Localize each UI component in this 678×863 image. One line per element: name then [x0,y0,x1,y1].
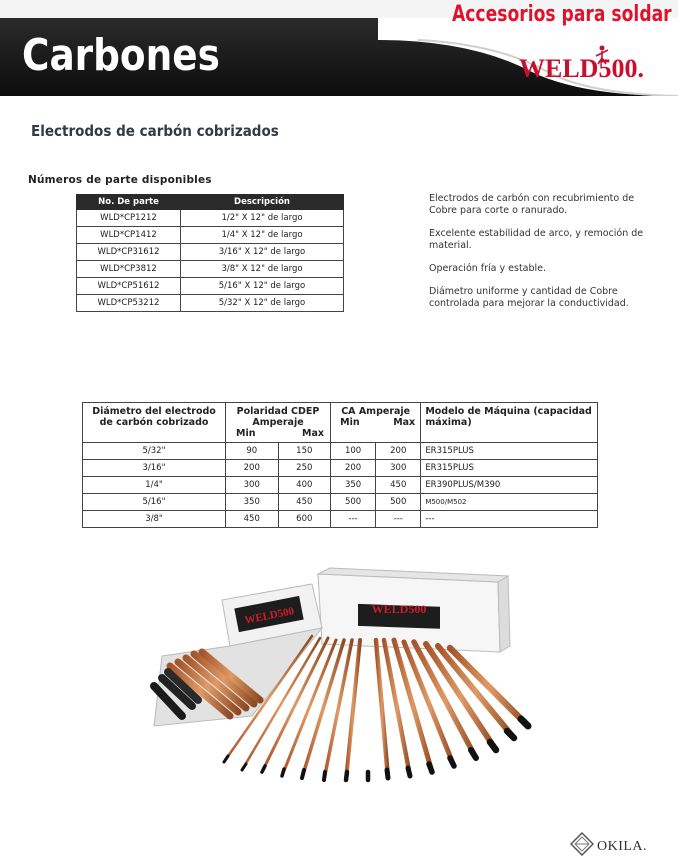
part-number: WLD*CP31612 [77,244,181,261]
spec-table [82,402,598,528]
okila-brand-text: OKILA. [597,839,648,854]
ca-label: CA Amperaje [341,406,411,417]
part-number: WLD*CP3812 [77,261,181,278]
spec-header-row [83,403,598,443]
table-row [77,261,344,278]
diameter-cell: 3/16" [83,460,226,477]
col-header-description: Descripción [181,195,344,210]
part-description: 3/16" X 12" de largo [181,244,344,261]
part-description: 5/16" X 12" de largo [181,278,344,295]
ca-min-cell: 200 [331,460,376,477]
okila-emblem-icon [570,832,594,856]
part-description: 5/32" X 12" de largo [181,295,344,312]
col-header-cdep [226,403,331,443]
parts-table [76,194,344,312]
section-subtitle: Electrodos de carbón cobrizados [31,122,279,140]
category-label: Accesorios para soldar [452,2,672,27]
cdep-min-cell: 350 [226,494,279,511]
product-photo [132,566,544,792]
table-row [77,227,344,244]
welder-figure-icon [591,44,613,66]
description-paragraph: Electrodos de carbón con recubrimiento de Cobre para corte o ranurado. [429,193,635,216]
ca-max-label: Max [393,417,416,428]
part-number: WLD*CP1412 [77,227,181,244]
table-row [77,295,344,312]
cdep-min-cell: 300 [226,477,279,494]
description-paragraph: Excelente estabilidad de arco, y remoción de material. [429,228,644,251]
table-row [83,477,598,494]
box-logo-text: WELD500 [371,602,427,616]
diameter-cell: 3/8" [83,511,226,528]
col-header-diameter: Diámetro del electrodo de carbón cobrizado [83,403,226,443]
table-row [83,460,598,477]
part-number: WLD*CP53212 [77,295,181,312]
machine-cell: ER315PLUS [421,460,598,477]
machine-cell: ER390PLUS/M390 [421,477,598,494]
machine-cell: --- [421,511,598,528]
front-box-logo-text: WELD500 [243,605,296,627]
description-paragraph: Diámetro uniforme y cantidad de Cobre controlada para mejorar la conductividad. [429,286,629,309]
table-row [83,511,598,528]
part-description: 1/4" X 12" de largo [181,227,344,244]
part-number: WLD*CP1212 [77,210,181,227]
cdep-label: Polaridad CDEP Amperaje [236,406,320,428]
machine-cell: ER315PLUS [421,443,598,460]
cdep-max-cell: 450 [278,494,331,511]
ca-max-cell: --- [376,511,421,528]
col-header-machine: Modelo de Máquina (capacidad máxima) [421,403,598,443]
cdep-max-cell: 400 [278,477,331,494]
machine-cell: M500/M502 [421,494,598,511]
table-row [77,278,344,295]
diameter-cell: 5/32" [83,443,226,460]
parts-heading: Números de parte disponibles [28,174,212,186]
page-title: Carbones [22,30,220,81]
table-row [77,210,344,227]
ca-max-cell: 300 [376,460,421,477]
table-row [83,494,598,511]
table-row [77,244,344,261]
parts-header-row [77,195,344,210]
table-row [83,443,598,460]
cdep-max-label: Max [302,428,325,439]
col-header-part-number: No. De parte [77,195,181,210]
weld500-logo [519,50,671,94]
part-description: 1/2" X 12" de largo [181,210,344,227]
diameter-cell: 1/4" [83,477,226,494]
ca-max-cell: 500 [376,494,421,511]
diameter-cell: 5/16" [83,494,226,511]
ca-min-cell: --- [331,511,376,528]
okila-logo [570,830,670,856]
col-header-ca [331,403,421,443]
cdep-max-cell: 150 [278,443,331,460]
logo-text: WELD500. [519,54,644,83]
ca-min-label: Min [340,417,360,428]
ca-min-cell: 500 [331,494,376,511]
description-paragraph: Operación fría y estable. [429,263,547,274]
cdep-max-cell: 600 [278,511,331,528]
ca-min-cell: 350 [331,477,376,494]
ca-max-cell: 450 [376,477,421,494]
cdep-min-label: Min [236,428,256,439]
ca-min-cell: 100 [331,443,376,460]
cdep-min-cell: 200 [226,460,279,477]
part-description: 3/8" X 12" de largo [181,261,344,278]
part-number: WLD*CP51612 [77,278,181,295]
cdep-max-cell: 250 [278,460,331,477]
product-description [429,193,644,321]
cdep-min-cell: 450 [226,511,279,528]
cdep-min-cell: 90 [226,443,279,460]
ca-max-cell: 200 [376,443,421,460]
